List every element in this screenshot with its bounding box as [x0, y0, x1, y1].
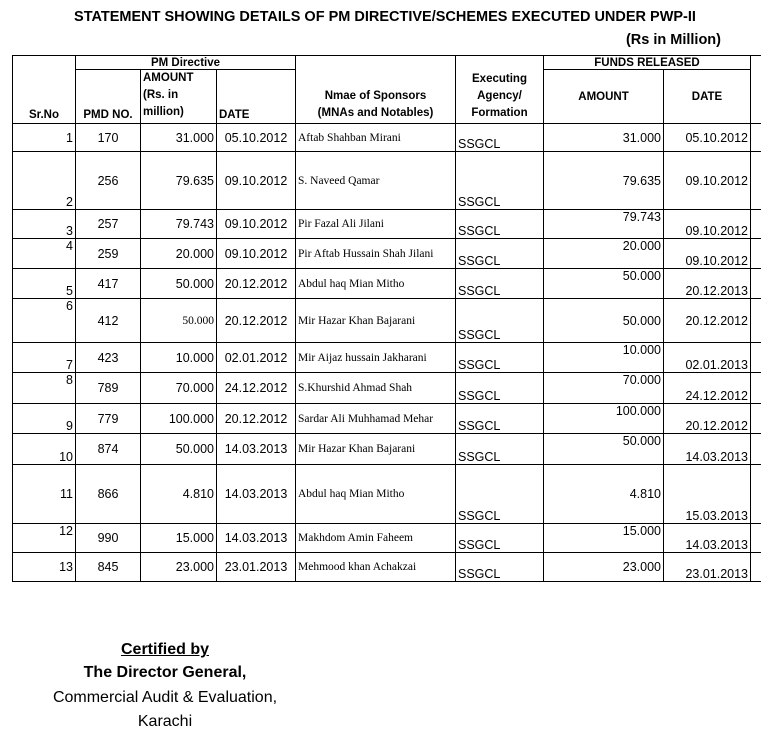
agency-cell: SSGCL [456, 373, 544, 404]
agency-cell: SSGCL [456, 343, 544, 373]
pmd-no-cell: 257 [76, 210, 141, 239]
table-row [13, 465, 761, 524]
amount-cell: 20.000 [141, 239, 217, 269]
sr-no-header: Sr.No [13, 70, 76, 124]
amount-cell: 50.000 [141, 299, 217, 343]
table-row [13, 239, 761, 269]
date-cell: 09.10.2012 [217, 152, 296, 210]
table-row [13, 343, 761, 373]
table-row [13, 404, 761, 434]
sr-no-cell: 10 [13, 434, 76, 465]
funds-date-cell: 20.12.2012 [664, 299, 751, 343]
cropped-column-cell [751, 210, 761, 239]
amount-cell: 70.000 [141, 373, 217, 404]
pmd-no-cell: 423 [76, 343, 141, 373]
document-title: STATEMENT SHOWING DETAILS OF PM DIRECTIVE/SCHEMES EXECUTED UNDER PWP-II [74, 9, 696, 25]
date-cell: 09.10.2012 [217, 210, 296, 239]
certifier-department: Commercial Audit & Evaluation, [52, 689, 278, 706]
amount-cell: 4.810 [141, 465, 217, 524]
sponsor-cell: Mir Aijaz hussain Jakharani [296, 343, 456, 373]
agency-cell: SSGCL [456, 434, 544, 465]
funds-amount-cell: 50.000 [544, 269, 664, 299]
agency-cell: SSGCL [456, 152, 544, 210]
funds-date-header: DATE [664, 70, 751, 124]
funds-date-cell: 15.03.2013 [664, 465, 751, 524]
header-row-2 [13, 70, 761, 124]
funds-amount-cell: 23.000 [544, 553, 664, 582]
amount-cell: 79.743 [141, 210, 217, 239]
sponsors-header: Nmae of Sponsors (MNAs and Notables) [296, 70, 456, 124]
pmd-no-cell: 874 [76, 434, 141, 465]
cropped-column-cell [751, 373, 761, 404]
sponsor-cell: Abdul haq Mian Mitho [296, 269, 456, 299]
agency-cell: SSGCL [456, 299, 544, 343]
date-cell: 14.03.2013 [217, 434, 296, 465]
date-cell: 14.03.2013 [217, 465, 296, 524]
funds-amount-cell: 31.000 [544, 124, 664, 152]
agency-cell: SSGCL [456, 239, 544, 269]
funds-amount-cell: 70.000 [544, 373, 664, 404]
cropped-column-cell [751, 404, 761, 434]
funds-date-cell: 24.12.2012 [664, 373, 751, 404]
funds-date-cell: 20.12.2013 [664, 269, 751, 299]
header-row-1 [13, 56, 761, 70]
amount-cell: 31.000 [141, 124, 217, 152]
funds-amount-cell: 15.000 [544, 524, 664, 553]
amount-cell: 15.000 [141, 524, 217, 553]
pmd-no-cell: 789 [76, 373, 141, 404]
agency-cell: SSGCL [456, 553, 544, 582]
funds-date-cell: 14.03.2013 [664, 434, 751, 465]
funds-date-cell: 05.10.2012 [664, 124, 751, 152]
sr-no-cell: 1 [13, 124, 76, 152]
date-cell: 20.12.2012 [217, 404, 296, 434]
pmd-no-header: PMD NO. [76, 70, 141, 124]
table-row [13, 373, 761, 404]
certifier-title: The Director General, [83, 664, 247, 681]
certifier-city: Karachi [137, 713, 193, 730]
funds-amount-header: AMOUNT [544, 70, 664, 124]
date-cell: 09.10.2012 [217, 239, 296, 269]
table-row [13, 152, 761, 210]
pmd-no-cell: 417 [76, 269, 141, 299]
amount-cell: 100.000 [141, 404, 217, 434]
agency-cell: SSGCL [456, 269, 544, 299]
pmd-no-cell: 259 [76, 239, 141, 269]
cropped-column-cell [751, 434, 761, 465]
date-cell: 23.01.2013 [217, 553, 296, 582]
funds-amount-cell: 50.000 [544, 299, 664, 343]
sponsor-cell: Pir Aftab Hussain Shah Jilani [296, 239, 456, 269]
amount-cell: 50.000 [141, 434, 217, 465]
sr-no-cell: 3 [13, 210, 76, 239]
cropped-column-cell [751, 152, 761, 210]
agency-cell: SSGCL [456, 404, 544, 434]
date-cell: 14.03.2013 [217, 524, 296, 553]
funds-date-cell: 09.10.2012 [664, 210, 751, 239]
sponsor-cell: Mehmood khan Achakzai [296, 553, 456, 582]
sr-no-cell: 8 [13, 373, 76, 404]
cropped-column-cell [751, 239, 761, 269]
table-row [13, 434, 761, 465]
funds-amount-cell: 79.743 [544, 210, 664, 239]
funds-amount-cell: 4.810 [544, 465, 664, 524]
table-row [13, 210, 761, 239]
cropped-column-cell [751, 299, 761, 343]
amount-cell: 79.635 [141, 152, 217, 210]
agency-cell: SSGCL [456, 465, 544, 524]
funds-date-cell: 02.01.2013 [664, 343, 751, 373]
pmd-no-cell: 412 [76, 299, 141, 343]
unit-label: (Rs in Million) [625, 32, 721, 48]
date-cell: 02.01.2012 [217, 343, 296, 373]
pmd-no-cell: 256 [76, 152, 141, 210]
date-cell: 20.12.2012 [217, 269, 296, 299]
agency-header: Executing Agency/ Formation [456, 70, 544, 124]
amount-header: AMOUNT (Rs. in million) [141, 70, 217, 124]
sr-no-cell: 2 [13, 152, 76, 210]
date-header: DATE [217, 70, 296, 124]
funds-date-cell: 20.12.2012 [664, 404, 751, 434]
amount-cell: 50.000 [141, 269, 217, 299]
table-row [13, 269, 761, 299]
agency-cell: SSGCL [456, 524, 544, 553]
amount-cell: 10.000 [141, 343, 217, 373]
funds-date-cell: 09.10.2012 [664, 152, 751, 210]
sr-no-cell: 6 [13, 299, 76, 343]
agency-cell: SSGCL [456, 124, 544, 152]
funds-date-cell: 09.10.2012 [664, 239, 751, 269]
pmd-no-cell: 170 [76, 124, 141, 152]
pmd-no-cell: 990 [76, 524, 141, 553]
pmd-no-cell: 845 [76, 553, 141, 582]
cropped-column-cell [751, 269, 761, 299]
funds-date-cell: 23.01.2013 [664, 553, 751, 582]
cropped-column-cell [751, 343, 761, 373]
funds-amount-cell: 50.000 [544, 434, 664, 465]
sponsor-cell: Mir Hazar Khan Bajarani [296, 299, 456, 343]
amount-cell: 23.000 [141, 553, 217, 582]
statement-table [12, 55, 761, 582]
sr-no-cell: 5 [13, 269, 76, 299]
table-row [13, 299, 761, 343]
funds-amount-cell: 20.000 [544, 239, 664, 269]
sponsor-cell: S.Khurshid Ahmad Shah [296, 373, 456, 404]
agency-cell: SSGCL [456, 210, 544, 239]
table-row [13, 124, 761, 152]
sr-no-cell: 4 [13, 239, 76, 269]
pm-directive-header: PM Directive [76, 56, 296, 70]
sponsor-cell: Pir Fazal Ali Jilani [296, 210, 456, 239]
sponsor-cell: Aftab Shahban Mirani [296, 124, 456, 152]
cropped-column-cell [751, 465, 761, 524]
funds-amount-cell: 100.000 [544, 404, 664, 434]
pmd-no-cell: 866 [76, 465, 141, 524]
sr-no-cell: 9 [13, 404, 76, 434]
sr-no-cell: 11 [13, 465, 76, 524]
date-cell: 05.10.2012 [217, 124, 296, 152]
funds-amount-cell: 79.635 [544, 152, 664, 210]
funds-released-header: FUNDS RELEASED [544, 56, 751, 70]
cropped-column-cell [751, 553, 761, 582]
sponsor-cell: Makhdom Amin Faheem [296, 524, 456, 553]
table-row [13, 524, 761, 553]
sponsor-cell: S. Naveed Qamar [296, 152, 456, 210]
funds-date-cell: 14.03.2013 [664, 524, 751, 553]
sr-no-cell: 7 [13, 343, 76, 373]
cropped-column-cell [751, 124, 761, 152]
sponsor-cell: Mir Hazar Khan Bajarani [296, 434, 456, 465]
sr-no-cell: 12 [13, 524, 76, 553]
sponsor-cell: Abdul haq Mian Mitho [296, 465, 456, 524]
pmd-no-cell: 779 [76, 404, 141, 434]
table-row [13, 553, 761, 582]
cropped-column-cell [751, 524, 761, 553]
sr-no-cell: 13 [13, 553, 76, 582]
date-cell: 20.12.2012 [217, 299, 296, 343]
sponsor-cell: Sardar Ali Muhhamad Mehar [296, 404, 456, 434]
certified-by: Certified by [120, 641, 209, 658]
funds-amount-cell: 10.000 [544, 343, 664, 373]
date-cell: 24.12.2012 [217, 373, 296, 404]
